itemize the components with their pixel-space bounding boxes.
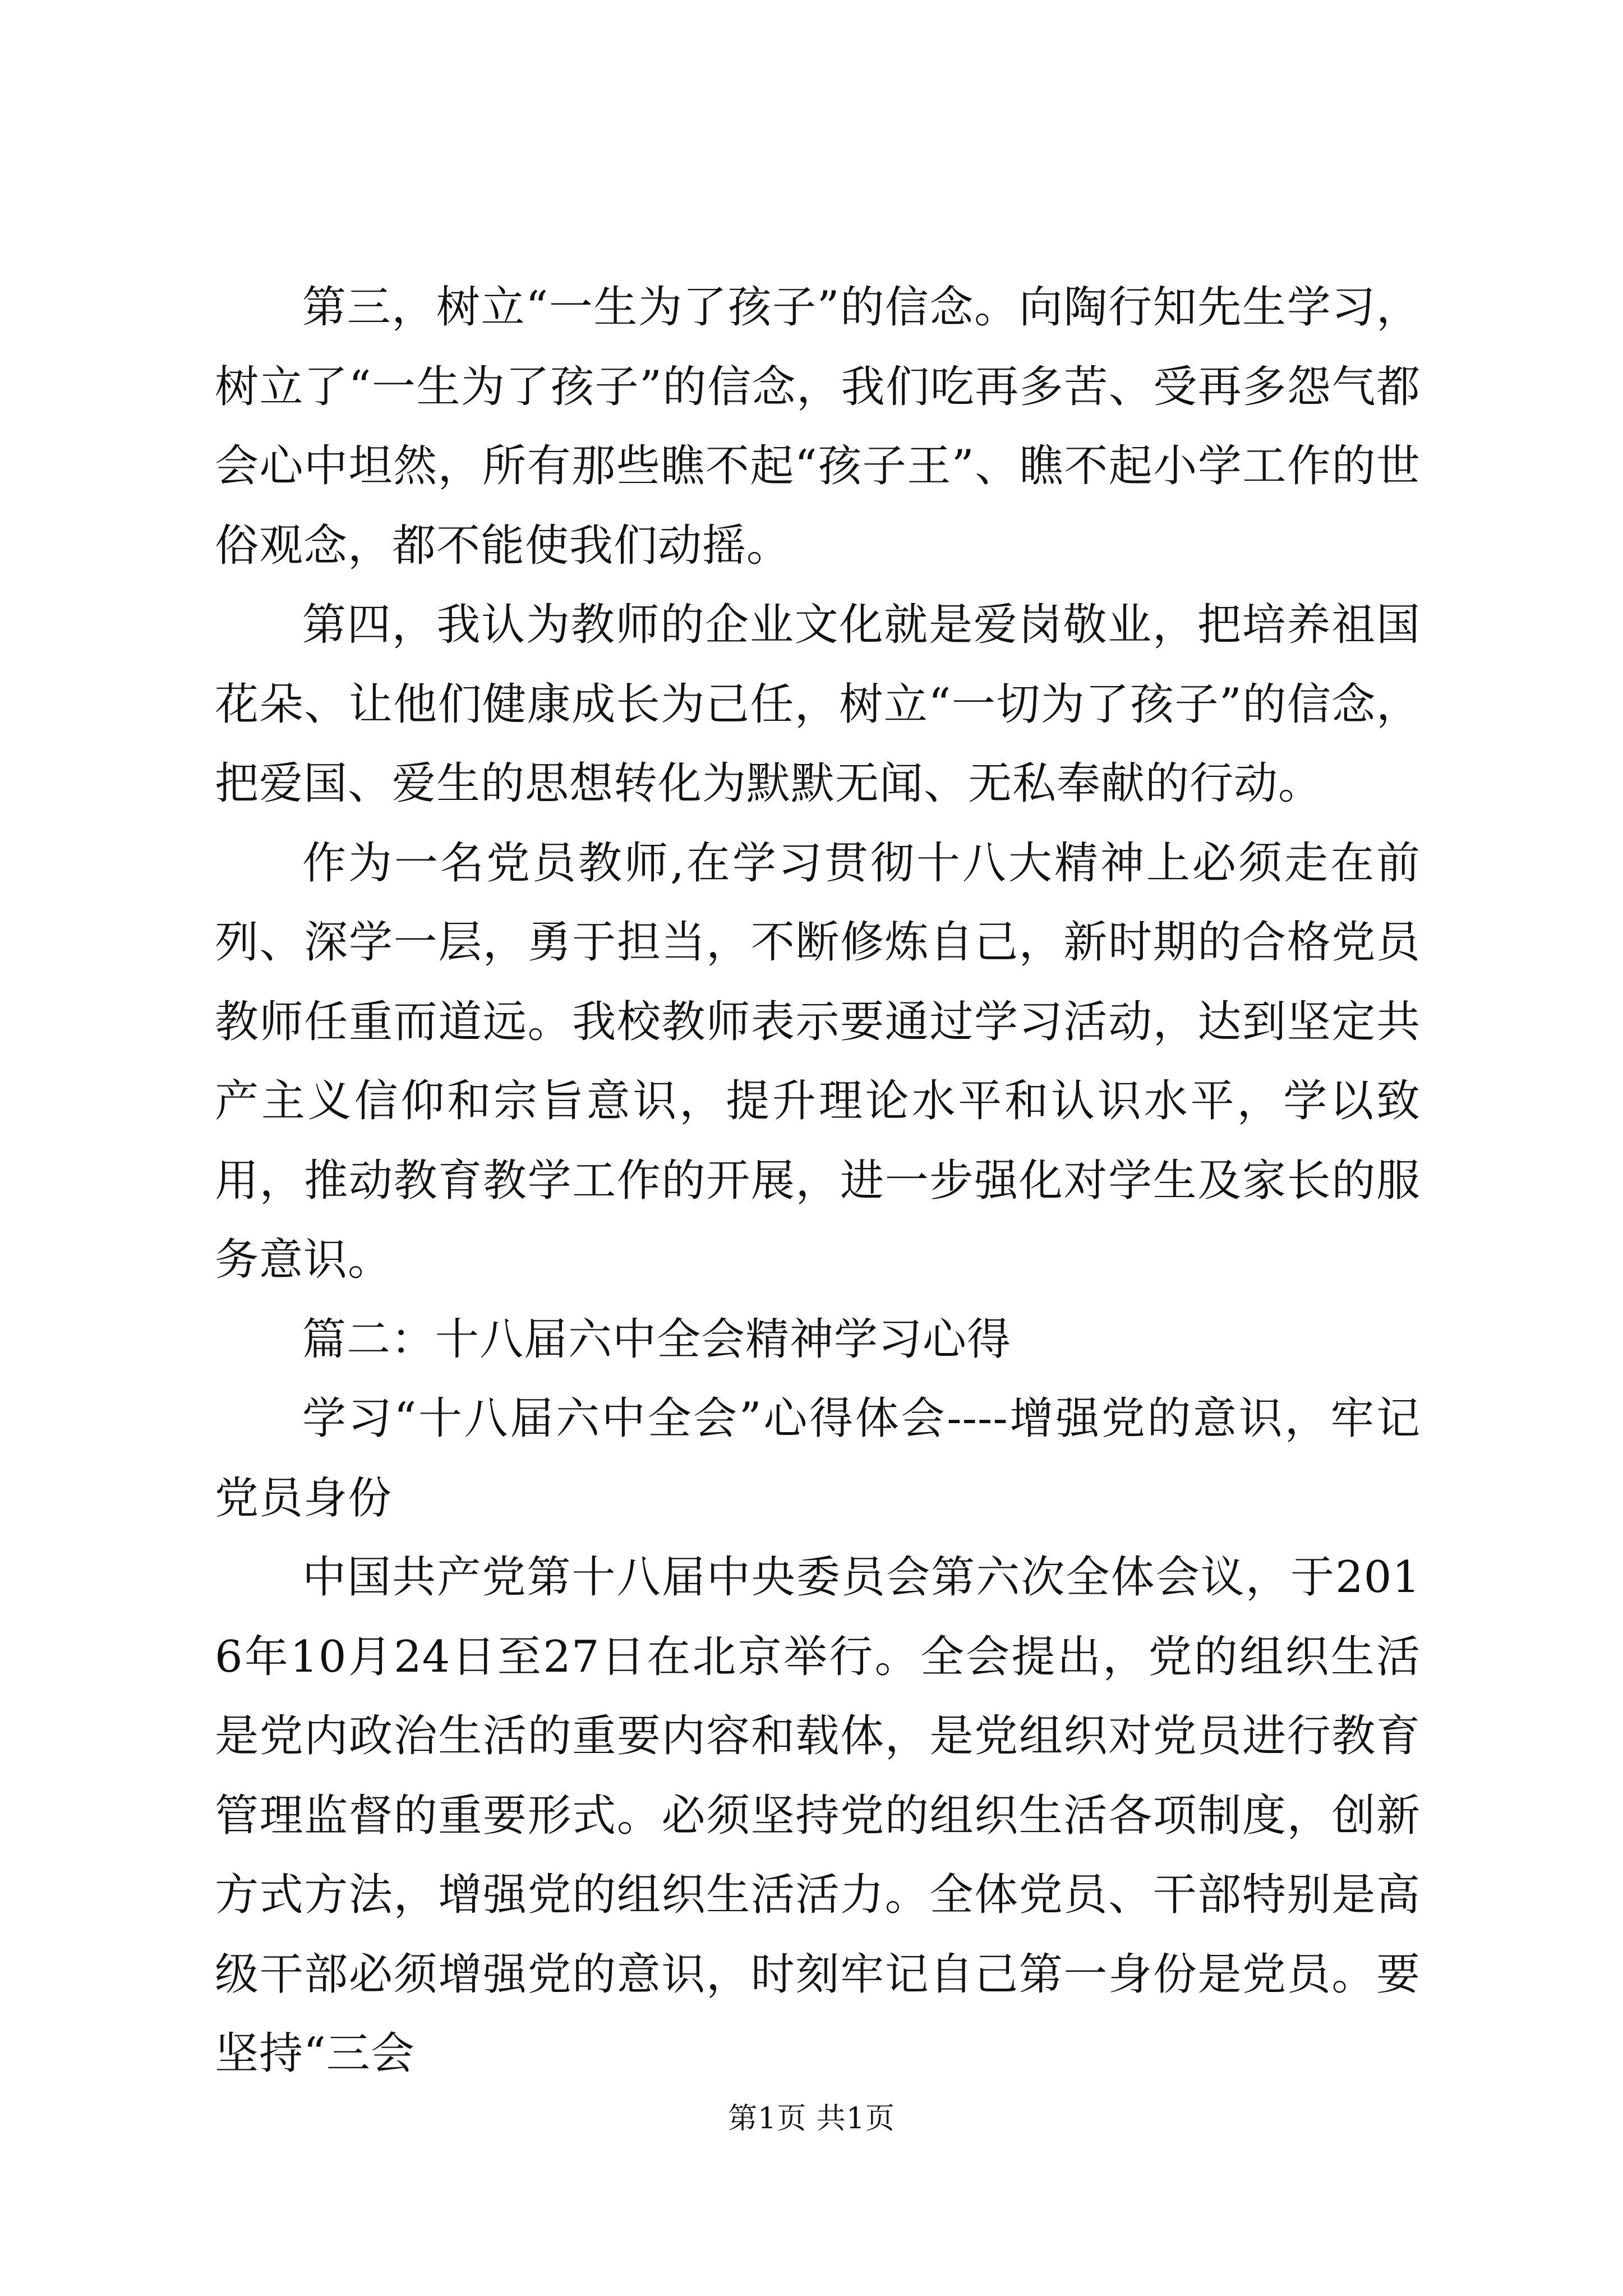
paragraph-third-point: 第三，树立“一生为了孩子”的信念。向陶行知先生学习，树立了“一生为了孩子”的信念，我们吃再多苦、受再多怨气都会心中坦然，所有那些瞧不起“孩子王”、瞧不起小学工作的世俗观念，都不能使我们动摇。 xyxy=(215,282,1421,571)
page-number-footer: 第1页 共1页 xyxy=(728,2102,895,2136)
document-body xyxy=(215,268,1421,2094)
paragraph-fourth-point: 第四，我认为教师的企业文化就是爱岗敬业，把培养祖国花朵、让他们健康成长为己任，树立“一切为了孩子”的信念，把爱国、爱生的思想转化为默默无闻、无私奉献的行动。 xyxy=(215,600,1421,809)
paragraph-party-teacher: 作为一名党员教师,在学习贯彻十八大精神上必须走在前列、深学一层，勇于担当，不断修炼自己，新时期的合格党员教师任重而道远。我校教师表示要通过学习活动，达到坚定共产主义信仰和宗旨意识，提升理论水平和认识水平，学以致用，推动教育教学工作的开展，进一步强化对学生及家长的服务意识。 xyxy=(215,838,1421,1285)
paragraph-plenary-session: 中国共产党第十八届中央委员会第六次全体会议，于2016年10月24日至27日在北京举行。全会提出，党的组织生活是党内政治生活的重要内容和载体，是党组织对党员进行教育管理监督的重要形式。必须坚持党的组织生活各项制度，创新方式方法，增强党的组织生活活力。全体党员、干部特别是高级干部必须增强党的意识，时刻牢记自己第一身份是党员。要坚持“三会 xyxy=(215,1552,1421,2079)
article-title: 学习“十八届六中全会”心得体会----增强党的意识，牢记党员身份 xyxy=(215,1393,1421,1524)
section-heading-part-two: 篇二：十八届六中全会精神学习心得 xyxy=(302,1314,1012,1365)
